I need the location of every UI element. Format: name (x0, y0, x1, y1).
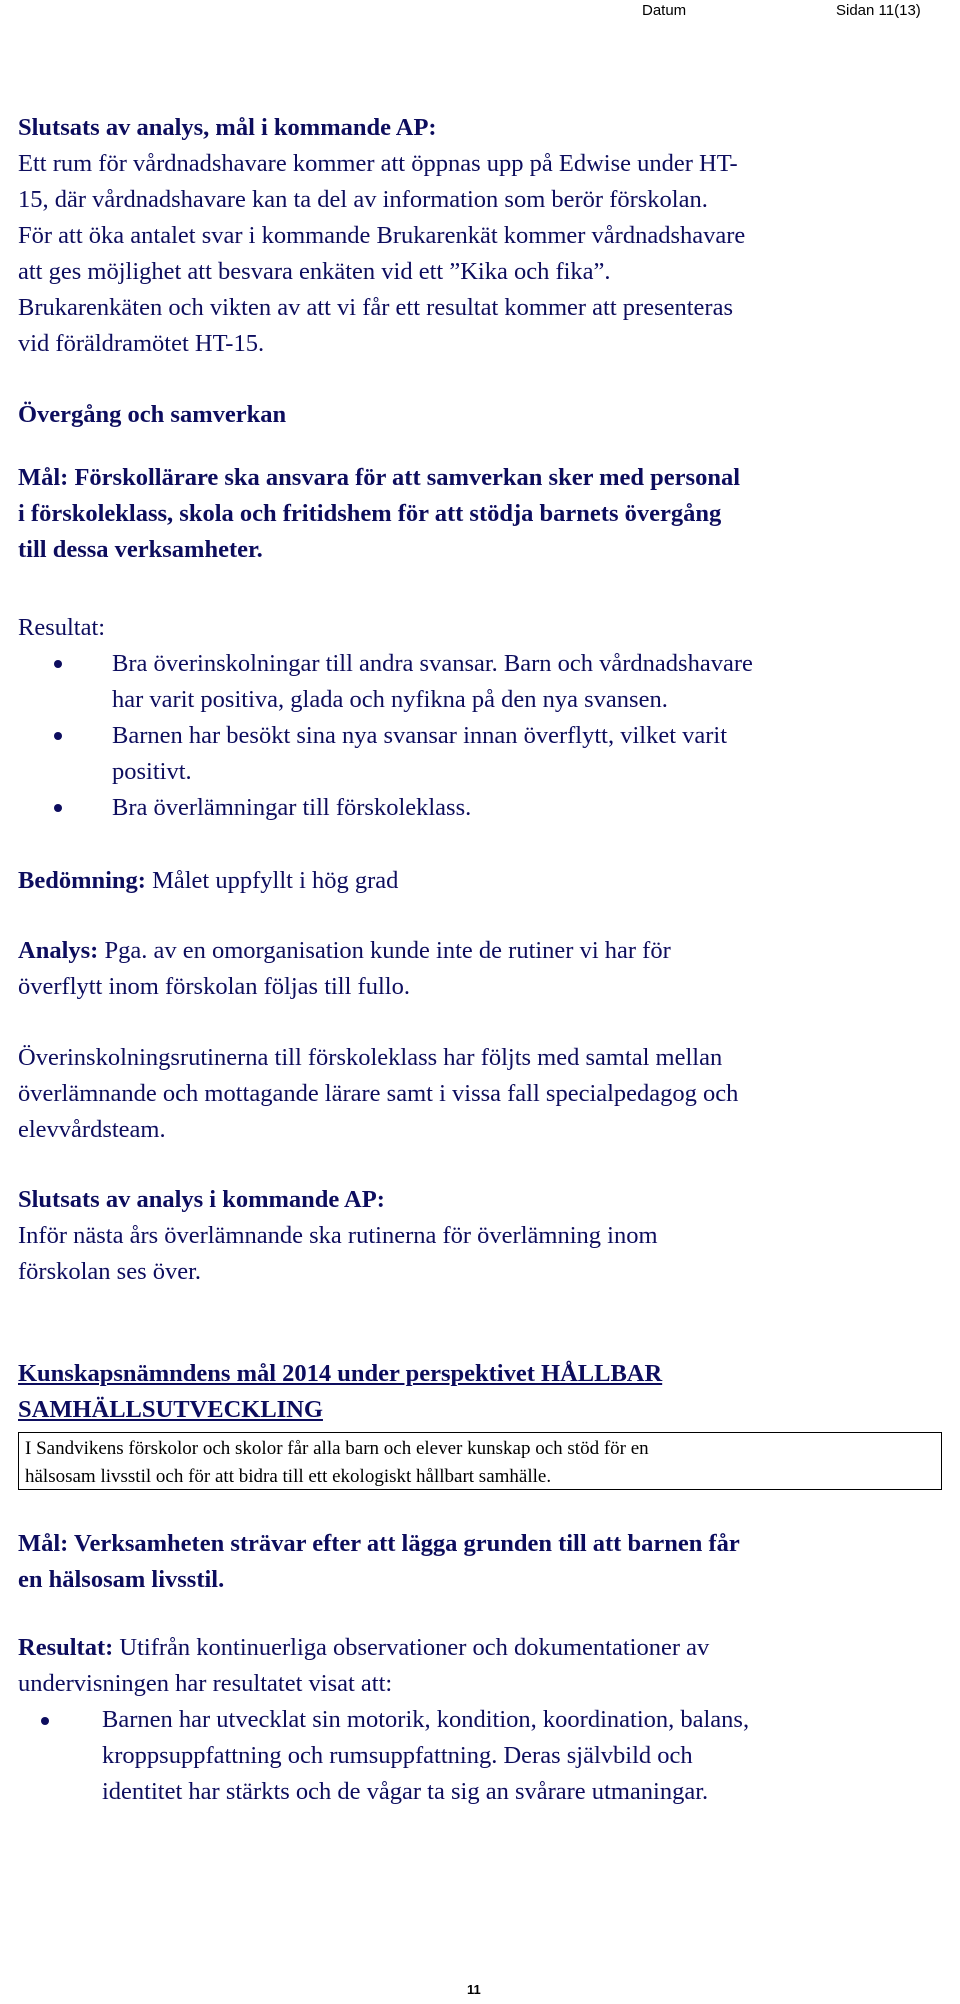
slutsats-ap-line: Inför nästa års överlämnande ska rutinerna för överlämning inom (18, 1222, 658, 1249)
slutsats-heading: Slutsats av analys, mål i kommande AP: (18, 114, 437, 141)
result-line: undervisningen har resultatet visat att: (18, 1670, 393, 1697)
result-list (18, 646, 948, 826)
goal-line: Mål: Verksamheten strävar efter att lägga grunden till att barnen får (18, 1530, 740, 1557)
kunskap-goal (18, 1526, 948, 1598)
goal-line: till dessa verksamheter. (18, 536, 263, 563)
goal-line: Mål: Förskollärare ska ansvara för att samverkan sker med personal (18, 464, 741, 491)
goal-line: en hälsosam livsstil. (18, 1566, 225, 1593)
analys-label: Analys: (18, 937, 99, 964)
slutsats-line: Ett rum för vårdnadshavare kommer att öppnas upp på Edwise under HT- (18, 150, 738, 177)
goal-line: i förskoleklass, skola och fritidshem för att stödja barnets övergång (18, 500, 722, 527)
kunskap-result (18, 1630, 948, 1810)
result-text: Utifrån kontinuerliga observationer och dokumentationer av (113, 1634, 710, 1661)
list-item-line: har varit positiva, glada och nyfikna på den nya svansen. (112, 686, 668, 713)
slutsats-line: För att öka antalet svar i kommande Brukarenkät kommer vårdnadshavare (18, 222, 746, 249)
header-date-label: Datum (642, 2, 687, 19)
list-item (18, 1702, 948, 1810)
list-item-line: Barnen har utvecklat sin motorik, kondition, koordination, balans, (102, 1706, 750, 1733)
page-header (0, 0, 960, 22)
list-item (18, 646, 948, 718)
overgang-goal (18, 460, 948, 568)
overinskolning-paragraph (18, 1040, 948, 1148)
kunskap-heading (18, 1356, 948, 1428)
overgang-heading: Övergång och samverkan (18, 401, 287, 428)
result-label: Resultat: (18, 1634, 114, 1661)
slutsats-ap-line: förskolan ses över. (18, 1258, 202, 1285)
list-item (18, 718, 948, 790)
goal-box (18, 1432, 942, 1490)
slutsats-line: att ges möjlighet att besvara enkäten vid ett ”Kika och fika”. (18, 258, 611, 285)
list-item-line: Bra överlämningar till förskoleklass. (112, 794, 472, 821)
page-number: 11 (467, 1982, 481, 1997)
overgang-result (18, 610, 948, 826)
slutsats-line: Brukarenkäten och vikten av att vi får ett resultat kommer att presenteras (18, 294, 733, 321)
paragraph-line: överlämnande och mottagande lärare samt i vissa fall specialpedagog och (18, 1080, 739, 1107)
paragraph-line: Överinskolningsrutinerna till förskoleklass har följts med samtal mellan (18, 1044, 723, 1071)
slutsats-line: 15, där vårdnadshavare kan ta del av information som berör förskolan. (18, 186, 708, 213)
list-item-line: Bra överinskolningar till andra svansar. Barn och vårdnadshavare (112, 650, 753, 677)
analys-text: Pga. av en omorganisation kunde inte de rutiner vi har för (98, 937, 671, 964)
goal-box-line: I Sandvikens förskolor och skolor får alla barn och elever kunskap och stöd för en (25, 1438, 649, 1459)
bedomning-text: Målet uppfyllt i hög grad (145, 867, 399, 894)
kunskap-heading-line: Kunskapsnämndens mål 2014 under perspektivet HÅLLBAR (18, 1360, 663, 1387)
result-list (18, 1702, 948, 1810)
list-item-line: kroppsuppfattning och rumsuppfattning. Deras självbild och (102, 1742, 693, 1769)
bedomning-label: Bedömning: (18, 867, 146, 894)
list-item-line: positivt. (112, 758, 192, 785)
analys-line: överflytt inom förskolan följas till fullo. (18, 973, 410, 1000)
slutsats-ap-heading: Slutsats av analys i kommande AP: (18, 1186, 385, 1213)
paragraph-line: elevvårdsteam. (18, 1116, 166, 1143)
slutsats-line: vid föräldramötet HT-15. (18, 330, 265, 357)
list-item-line: identitet har stärkts och de vågar ta sig an svårare utmaningar. (102, 1778, 709, 1805)
slutsats-ap (18, 1182, 948, 1290)
slutsats-section (18, 110, 948, 362)
analys (18, 933, 948, 1005)
kunskap-heading-line: SAMHÄLLSUTVECKLING (18, 1396, 323, 1423)
list-item-line: Barnen har besökt sina nya svansar innan överflytt, vilket varit (112, 722, 728, 749)
header-page-indicator: Sidan 11(13) (836, 2, 921, 19)
result-label: Resultat: (18, 614, 106, 641)
bedomning (18, 863, 948, 899)
goal-box-line: hälsosam livsstil och för att bidra till ett ekologiskt hållbart samhälle. (25, 1466, 552, 1487)
list-item (18, 790, 948, 826)
